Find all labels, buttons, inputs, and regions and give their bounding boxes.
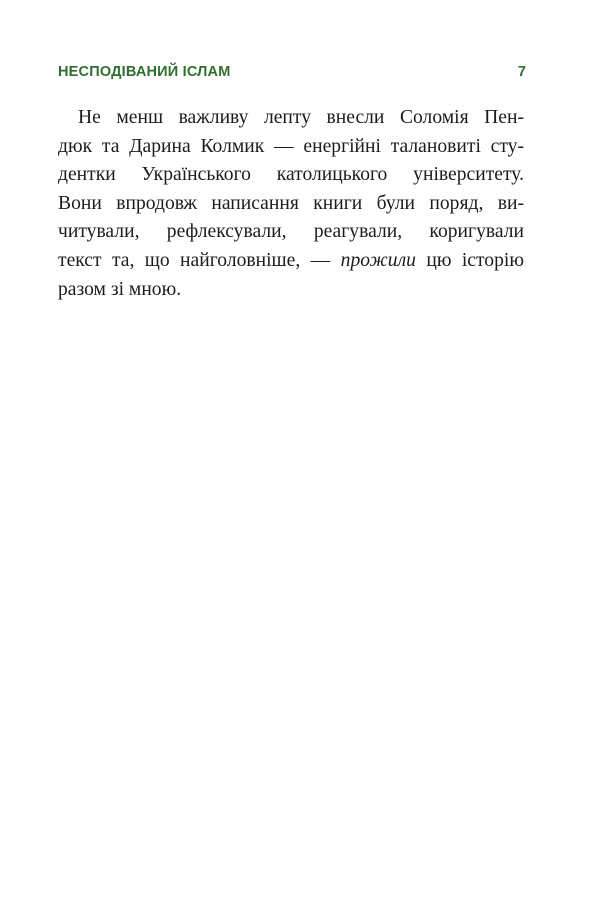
- text-line-6-end: цю історію: [426, 249, 524, 271]
- text-line-1: Не менш важливу лепту внесли Соломія Пен-: [78, 107, 524, 128]
- emphasized-word: прожили: [340, 249, 416, 271]
- text-line-4: Вони впродовж написання книги були поряд, ви-: [58, 192, 524, 214]
- text-line-6: [58, 247, 524, 276]
- text-line-3: дентки Українського католицького університету.: [58, 164, 524, 186]
- page-number: 7: [517, 64, 526, 80]
- text-line-7: разом зі мною.: [58, 278, 182, 300]
- running-header: [58, 64, 526, 84]
- text-line-2: дюк та Дарина Колмик — енергійні талановиті сту-: [58, 135, 524, 157]
- body-paragraph: [58, 104, 524, 304]
- book-title: НЕСПОДІВАНИЙ ІСЛАМ: [58, 64, 231, 80]
- text-line-6-start: текст та, що найголовніше, —: [58, 249, 331, 271]
- text-line-5: читували, рефлексували, реагували, коригували: [58, 221, 524, 243]
